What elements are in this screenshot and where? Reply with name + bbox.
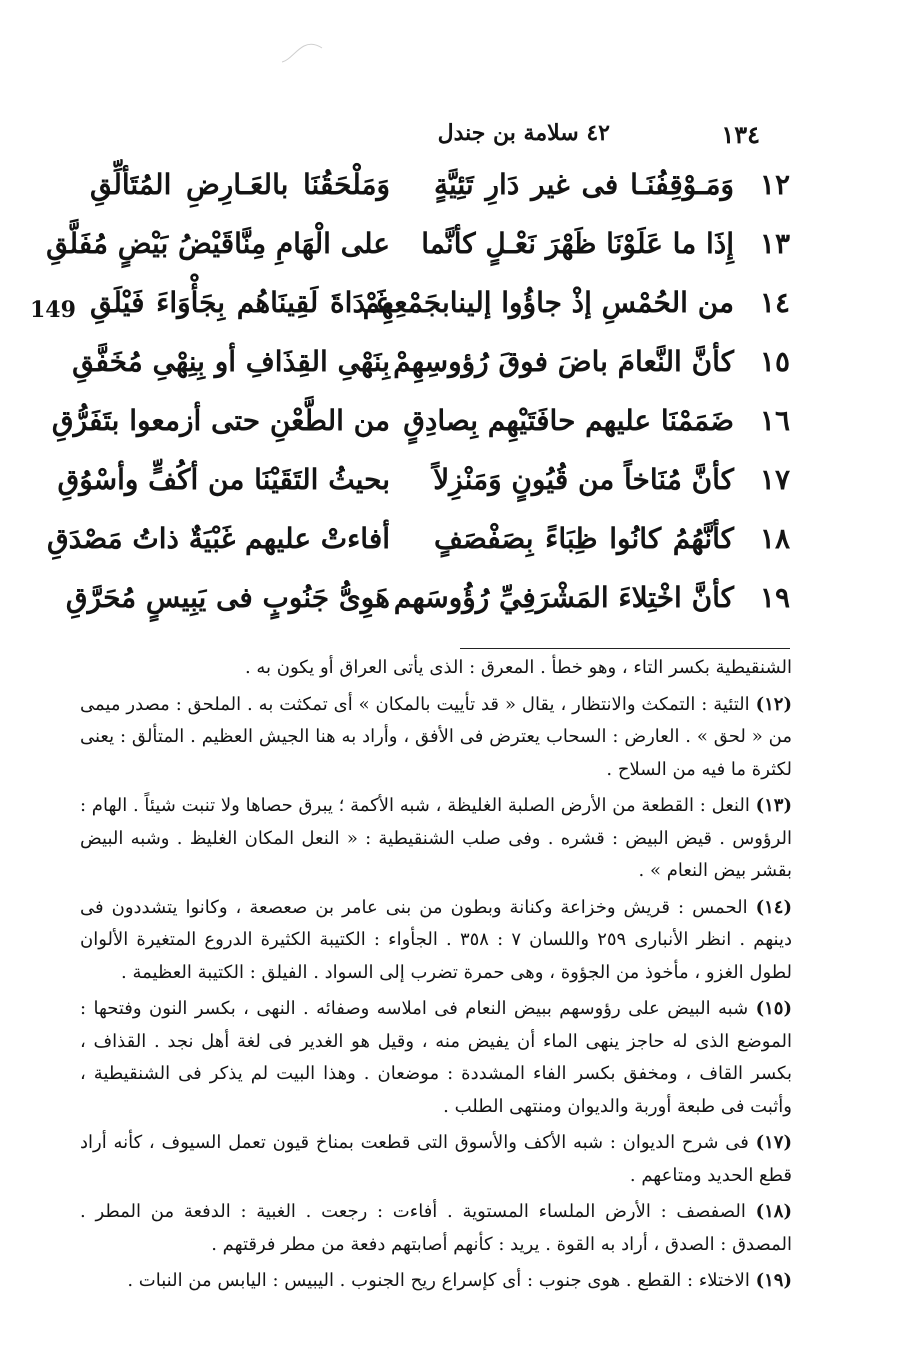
- verse-second-hemistich: بِنَهْىِ القِذَافِ أو بِنِهْىِ مُخَفَّقِ: [72, 345, 390, 378]
- verse-line: [51, 404, 790, 460]
- margin-number: 149: [30, 297, 76, 323]
- footnote-number: (١٢): [755, 693, 792, 715]
- running-title: ٤٢ سلامة بن جندل: [437, 120, 610, 146]
- verse-first-hemistich: كأنَّ اخْتِلاءَ المَشْرَفِيِّ رُؤُوسَهم: [393, 581, 734, 614]
- footnote-number: (١٩): [755, 1270, 792, 1291]
- footnote-text: فى شرح الديوان : شبه الأكف والأسوق التى قطعت بمناخ قيون تعمل السيوف ، كأنه أراد قطع الحديد ومتاعهم .: [80, 1132, 792, 1186]
- verse-first-hemistich: كأنَّ مُنَاخاً من قُيُونٍ وَمَنْزِلاً: [433, 463, 734, 496]
- footnote: [80, 1265, 792, 1298]
- pencil-mark: [280, 40, 340, 66]
- footnote-number: (١٣): [755, 795, 792, 816]
- footnote: [80, 652, 792, 685]
- verse-number: ١٥: [759, 345, 790, 378]
- verse-number: ١٧: [759, 463, 790, 496]
- verse-number: ١٣: [759, 227, 790, 260]
- verse-number: ١٢: [759, 168, 790, 201]
- footnotes: [80, 652, 792, 1302]
- verse-number: ١٦: [759, 404, 790, 437]
- verse-line: [90, 168, 790, 224]
- footnote-number: (١٨): [755, 1201, 792, 1222]
- verse-second-hemistich: أفاءتْ عليهم غَبْيَةٌ ذاتُ مَصْدَقِ: [46, 522, 390, 555]
- verse-number: ١٨: [759, 522, 790, 555]
- verse-line: [72, 345, 790, 401]
- verse-first-hemistich: من الحُمْسِ إذْ جاؤُوا إلينابجَمْعِهِمْ: [362, 286, 734, 319]
- footnote-number: (١٥): [755, 998, 792, 1019]
- verse-second-hemistich: وَمَلْحَقُنَا بالعَـارِضِ المُتَألِّقِ: [90, 168, 390, 201]
- footnote-number: (١٤): [755, 896, 792, 918]
- page-number: ١٣٤: [721, 120, 760, 149]
- footnote: [80, 892, 792, 990]
- footnote-text: الشنقيطية بكسر التاء ، وهو خطأ . المعرق : الذى يأتى العراق أو يكون به .: [244, 657, 792, 678]
- footnote-text: الاختلاء : القطع . هوى جنوب : أى كإسراع ريح الجنوب . اليبيس : اليابس من النبات .: [127, 1270, 750, 1291]
- verse-number: ١٤: [759, 286, 790, 319]
- verse-first-hemistich: كأنَّهُمُ كانُوا ظِبَاءً بِصَفْصَفٍ: [434, 522, 734, 555]
- verse-second-hemistich: هَوِىُّ جَنُوبٍ فى يَبِيسٍ مُحَرَّقِ: [65, 581, 390, 614]
- verse-line: [65, 581, 790, 637]
- verse-second-hemistich: غَـدَاةَ لَقِينَاهُم بِجَأْوَاءَ فَيْلَقِ: [90, 286, 390, 319]
- verse-line: [46, 227, 790, 283]
- footnote-text: شبه البيض على رؤوسهم ببيض النعام فى املاسه وصفائه . النهى ، بكسر النون وفتحها : الموضع الذى له حاجز ينهى الماء أن يفيض منه ، وقيل هو الغدير فى لغة أهل نجد . القذاف ، بكسر القاف ، ومخفق بكسر الفاء المشددة : موضعان . وهذا البيت لم يذكر فى الشنقيطية ، وأثبت فى طبعة أوربة والديوان ومنتهى الطلب .: [80, 998, 792, 1117]
- footnote-text: الصفصف : الأرض الملساء المستوية . أفاءت : رجعت . الغبية : الدفعة من المطر . المصدق : الصدق ، أراد به القوة . يريد : كأنهم أصابتهم دفعة من مطر فرقتهم .: [80, 1201, 792, 1255]
- footnote: [80, 790, 792, 888]
- footnote-divider: [460, 648, 790, 649]
- verse-first-hemistich: كأنَّ النَّعامَ باضَ فوقَ رُؤوسِهِمْ: [393, 345, 734, 378]
- verse-first-hemistich: وَمَـوْقِفُنَـا فى غير دَارِ تَئِيَّةٍ: [434, 168, 734, 201]
- verse-number: ١٩: [759, 581, 790, 614]
- footnote: [80, 1127, 792, 1192]
- footnote-text: النعل : القطعة من الأرض الصلبة الغليظة ، شبه الأكمة ؛ يبرق حصاها ولا تنبت شيئاً . الهام : الرؤوس . قيض البيض : قشره . وفى صلب الشنقيطية : « النعل المكان الغليظ . وشبه البيض بقشر بيض النعام » .: [80, 795, 792, 881]
- page-header: [330, 120, 760, 150]
- verse-first-hemistich: إِذَا ما عَلَوْنَا ظَهْرَ نَعْـلٍ كأنَّما: [421, 227, 734, 260]
- verse-first-hemistich: ضَمَمْنَا عليهم حافَتَيْهِم بِصادِقٍ: [403, 404, 734, 437]
- verse-second-hemistich: من الطَّعْنِ حتى أزمعوا بتَفَرُّقِ: [51, 404, 390, 437]
- footnote: [80, 993, 792, 1123]
- verse-line: [57, 463, 790, 519]
- footnote-text: التئية : التمكث والانتظار ، يقال « قد تأييت بالمكان » أى تمكثت به . الملحق : مصدر ميمى من « لحق » . العارض : السحاب يعترض فى الأفق ، وأراد به هنا الجيش العظيم . المتألق : يعنى لكثرة ما فيه من السلاح .: [80, 693, 792, 780]
- footnote-text: الحمس : قريش وخزاعة وكنانة وبطون من بنى عامر بن صعصعة ، وكانوا يتشددون فى دينهم . انظر الأنبارى ٢٥٩ واللسان ٧ : ٣٥٨ . الجأواء : الكتيبة الكثيرة الدروع المتغيرة الألوان لطول الغزو ، مأخوذ من الجؤوة ، وهى حمرة تضرب إلى السواد . الفيلق : الكتيبة العظيمة .: [80, 896, 792, 983]
- verse-second-hemistich: بحيثُ التَقَيْنَا من أكُفٍّ وأسْوُقِ: [57, 463, 390, 496]
- footnote: [80, 1196, 792, 1261]
- verse-second-hemistich: على الْهَامِ مِنَّاقَيْضُ بَيْضٍ مُفَلَّقِ: [46, 227, 390, 260]
- verse-line: [46, 522, 790, 578]
- footnote: [80, 689, 792, 787]
- verse-line: [90, 286, 790, 342]
- footnote-number: (١٧): [755, 1132, 792, 1153]
